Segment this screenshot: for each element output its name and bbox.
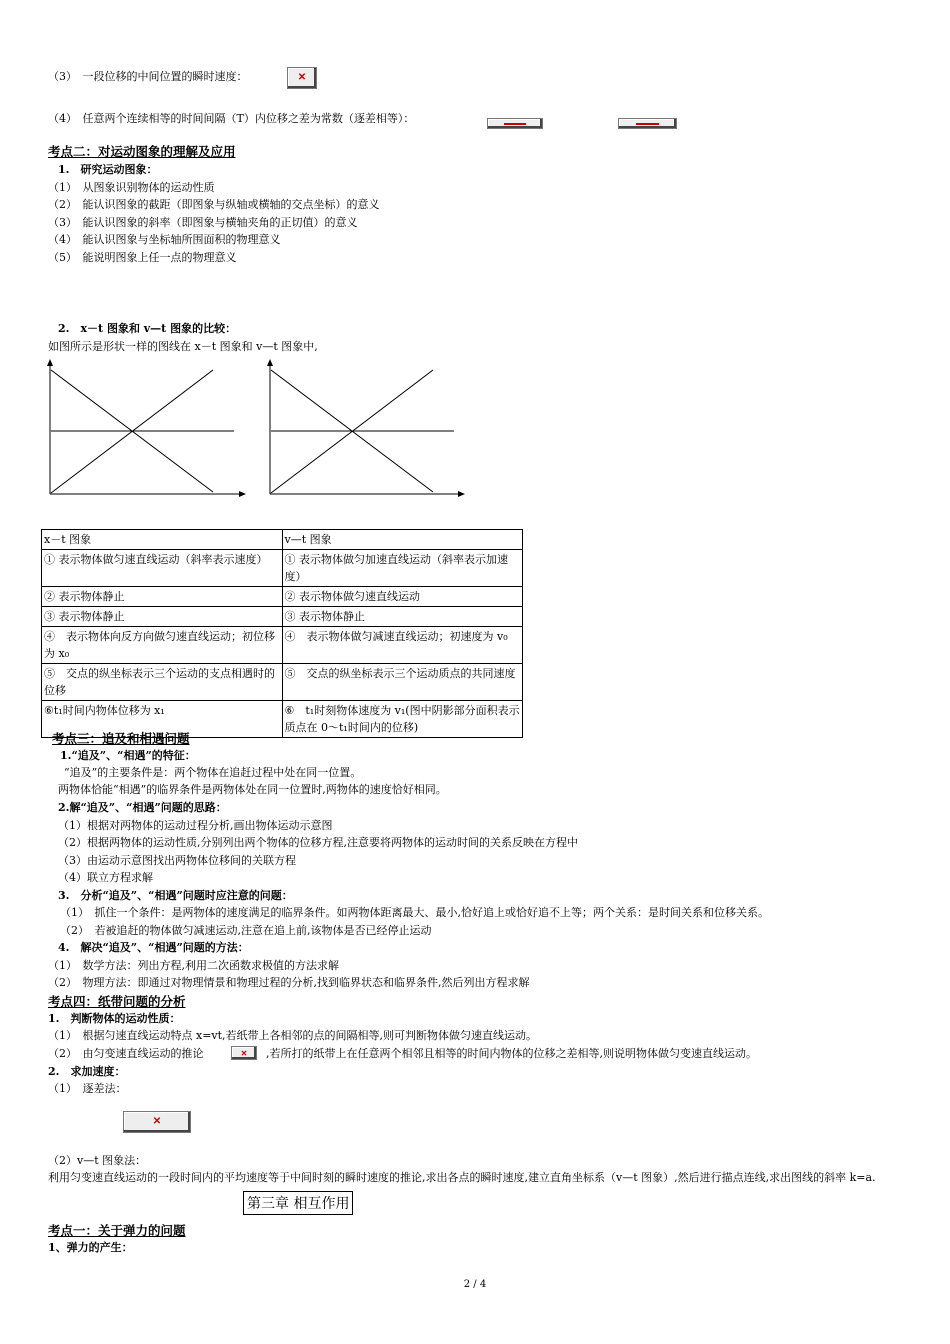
table-cell: ④ 表示物体做匀减速直线运动；初速度为 v₀ <box>282 627 523 664</box>
section-4-a1: （1） 逐差法： <box>48 1082 127 1095</box>
section-2-sub2: 2. x－t 图象和 v—t 图象的比较： <box>58 322 237 335</box>
section-4-sub2: 2. 求加速度： <box>48 1065 126 1078</box>
table-cell: ③ 表示物体静止 <box>282 607 523 627</box>
section-2-item: （3） 能认识图象的斜率（即图象与横轴夹角的正切值）的意义 <box>48 216 358 229</box>
section-3-p1: “追及”的主要条件是：两个物体在追赶过程中处在同一位置。 <box>64 766 362 779</box>
section-2-item: （4） 能认识图象与坐标轴所围面积的物理意义 <box>48 233 281 246</box>
broken-formula-image-icon <box>618 118 677 129</box>
table-cell: ⑥t₁时间内物体位移为 x₁ <box>42 701 283 738</box>
table-cell: ② 表示物体静止 <box>42 587 283 607</box>
table-cell: ① 表示物体做匀加速直线运动（斜率表示加速度） <box>282 550 523 587</box>
table-row <box>42 550 523 587</box>
table-row <box>42 587 523 607</box>
chapter-title: 第三章 相互作用 <box>243 1191 353 1215</box>
table-cell: ③ 表示物体静止 <box>42 607 283 627</box>
table-row <box>42 664 523 701</box>
section-3-method: （2） 物理方法：即通过对物理情景和物理过程的分析,找到临界状态和临界条件,然后列出方程求解 <box>48 976 530 989</box>
section-4-sub1: 1. 判断物体的运动性质： <box>48 1012 181 1025</box>
section-3-sub1: 1.“追及”、“相遇”的特征： <box>60 749 196 762</box>
section-3-sub3: 3. 分析“追及”、“相遇”问题时应注意的问题： <box>58 889 293 902</box>
table-header-cell: v—t 图象 <box>282 530 523 550</box>
chapter-3-sub1: 1、弹力的产生： <box>48 1241 133 1254</box>
table-cell: ⑥ t₁时刻物体速度为 v₁(图中阴影部分面积表示质点在 0～t₁时间内的位移) <box>282 701 523 738</box>
section-2-title: 考点二：对运动图象的理解及应用 <box>48 144 236 159</box>
section-2-item: （2） 能认识图象的截距（即图象与纵轴或横轴的交点坐标）的意义 <box>48 198 380 211</box>
page-number: 2 / 4 <box>463 1279 487 1290</box>
section-2-intro: 如图所示是形状一样的图线在 x－t 图象和 v—t 图象中, <box>48 340 318 353</box>
section-3-method: （1） 数学方法：列出方程,利用二次函数求极值的方法求解 <box>48 959 339 972</box>
section-4-j2b: ,若所打的纸带上在任意两个相邻且相等的时间内物体的位移之差相等,则说明物体做匀变速直线运动。 <box>266 1047 757 1060</box>
section-4-title: 考点四：纸带问题的分析 <box>48 994 186 1009</box>
broken-formula-image-icon: ✕ <box>231 1046 257 1060</box>
table-cell: ⑤ 交点的纵坐标表示三个运动的支点相遇时的位移 <box>42 664 283 701</box>
item-4-text: （4） 任意两个连续相等的时间间隔（T）内位移之差为常数（逐差相等）： <box>48 112 415 125</box>
section-3-step: （4）联立方程求解 <box>58 871 153 884</box>
section-4-j1: （1） 根据匀速直线运动特点 x=vt,若纸带上各相邻的点的间隔相等,则可判断物体做匀速直线运动。 <box>48 1029 538 1042</box>
item-3-text: （3） 一段位移的中间位置的瞬时速度： <box>48 70 248 83</box>
section-2-item: （1） 从图象识别物体的运动性质 <box>48 181 215 194</box>
broken-formula-image-icon: ✕ <box>123 1111 191 1133</box>
section-3-p2: 两物体恰能“相遇”的临界条件是两物体处在同一位置时,两物体的速度恰好相同。 <box>58 783 447 796</box>
section-4-j2a: （2） 由匀变速直线运动的推论 <box>48 1047 204 1060</box>
section-3-step: （3）由运动示意图找出两物体位移间的关联方程 <box>58 854 296 867</box>
section-3-title: 考点三：追及和相遇问题 <box>52 731 190 746</box>
section-4-a2-paragraph: 利用匀变速直线运动的一段时间内的平均速度等于中间时刻的瞬时速度的推论,求出各点的瞬时速度,建立直角坐标系（v—t 图象）,然后进行描点连线,求出图线的斜率 k=a. <box>48 1171 876 1184</box>
table-cell: ④ 表示物体向反方向做匀速直线运动；初位移为 x₀ <box>42 627 283 664</box>
table-row <box>42 627 523 664</box>
broken-formula-image-icon: ✕ <box>287 67 317 89</box>
section-3-step: （1）根据对两物体的运动过程分析,画出物体运动示意图 <box>58 819 333 832</box>
table-cell: ⑤ 交点的纵坐标表示三个运动质点的共同速度 <box>282 664 523 701</box>
table-header-row <box>42 530 523 550</box>
table-cell: ② 表示物体做匀速直线运动 <box>282 587 523 607</box>
x-t-graph <box>50 360 245 494</box>
section-4-a2: （2）v—t 图象法： <box>48 1154 147 1167</box>
section-3-note: （1） 抓住一个条件：是两物体的速度满足的临界条件。如两物体距离最大、最小,恰好追上或恰好追不上等；两个关系：是时间关系和位移关系。 <box>60 906 769 919</box>
comparison-table <box>41 529 523 738</box>
graph-figure <box>40 352 470 502</box>
section-3-note: （2） 若被追赶的物体做匀减速运动,注意在追上前,该物体是否已经停止运动 <box>60 924 432 937</box>
table-cell: ① 表示物体做匀速直线运动（斜率表示速度） <box>42 550 283 587</box>
chapter-3-section-1-title: 考点一：关于弹力的问题 <box>48 1223 186 1238</box>
section-2-item: （5） 能说明图象上任一点的物理意义 <box>48 251 237 264</box>
section-3-sub4: 4. 解决“追及”、“相遇”问题的方法： <box>58 941 249 954</box>
v-t-graph <box>270 360 464 494</box>
table-row <box>42 607 523 627</box>
broken-formula-image-icon <box>487 118 543 129</box>
section-3-step: （2）根据两物体的运动性质,分别列出两个物体的位移方程,注意要将两物体的运动时间的关系反映在方程中 <box>58 836 578 849</box>
table-header-cell: x－t 图象 <box>42 530 283 550</box>
section-2-sub1: 1. 研究运动图象： <box>58 163 158 176</box>
section-3-sub2: 2.解“追及”、“相遇”问题的思路： <box>58 801 227 814</box>
